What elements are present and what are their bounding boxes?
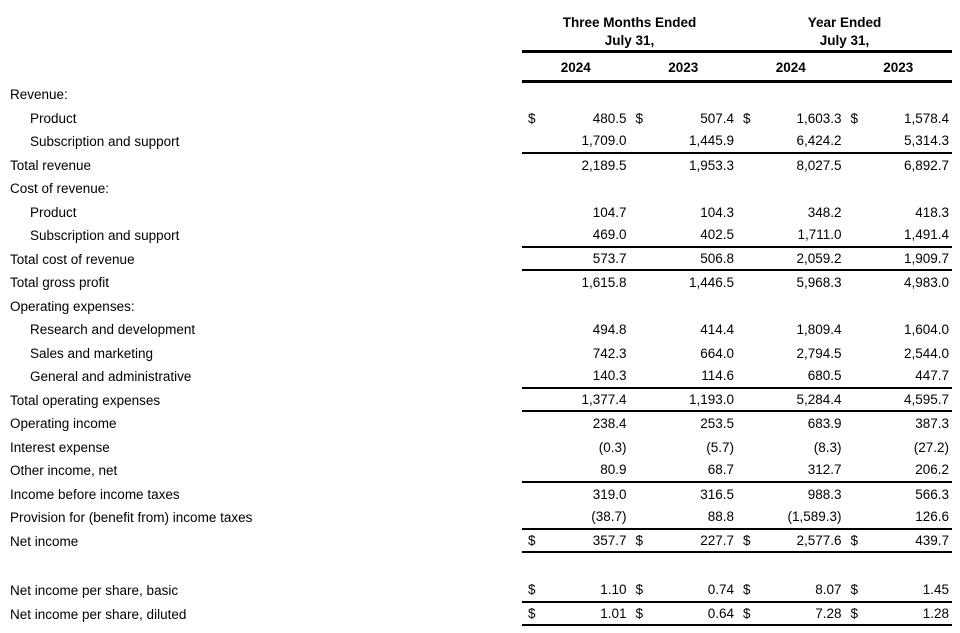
cell-value: 494.8: [592, 322, 627, 338]
table-row: [0, 506, 960, 530]
currency-symbol: $: [635, 582, 644, 598]
currency-symbol: $: [743, 582, 751, 598]
value-cell: [845, 533, 953, 548]
value-cell: [845, 322, 953, 337]
value-cell: [522, 322, 630, 337]
value-cell: [522, 392, 630, 407]
cell-value: 5,284.4: [796, 391, 842, 407]
value-cell: [737, 606, 845, 621]
row-values: [522, 579, 952, 603]
value-cell: [630, 487, 738, 502]
table-row: [0, 224, 960, 248]
row-label: Product: [30, 110, 77, 126]
row-label: Provision for (benefit from) income taxes: [10, 510, 253, 526]
cell-value: 1,909.7: [903, 250, 949, 266]
row-values: [522, 295, 952, 319]
value-cell: [737, 416, 845, 431]
value-cell: [845, 158, 953, 173]
table-row: [0, 389, 960, 413]
cell-value: 227.7: [700, 532, 734, 548]
header-columns-area: [522, 12, 952, 83]
value-cell: [845, 462, 953, 477]
value-cell: [737, 487, 845, 502]
table-row: [0, 579, 960, 603]
cell-value: (1,589.3): [787, 509, 842, 525]
table-row: [0, 483, 960, 507]
currency-symbol: $: [743, 110, 751, 126]
col-header-2023-y: 2023: [883, 60, 914, 75]
value-cell: [737, 509, 845, 524]
col-group-title-year: Year Ended: [807, 15, 882, 30]
row-label: Subscription and support: [30, 228, 180, 244]
cell-value: 114.6: [701, 368, 734, 384]
cell-value: 1,604.0: [903, 322, 949, 338]
table-row: [0, 365, 960, 389]
cell-value: 664.0: [700, 345, 734, 361]
row-values: [522, 248, 952, 272]
value-cell: [630, 509, 738, 524]
cell-value: 7.28: [815, 605, 842, 621]
cell-value: 8,027.5: [796, 157, 842, 173]
value-cell: [845, 275, 953, 290]
cell-value: 1.10: [600, 582, 627, 598]
row-values: [522, 201, 952, 225]
cell-value: 988.3: [807, 486, 842, 502]
cell-value: 126.6: [915, 509, 949, 525]
cell-value: 447.7: [915, 368, 949, 384]
row-values: [522, 603, 952, 627]
cell-value: 573.7: [592, 250, 627, 266]
cell-value: 6,424.2: [796, 133, 842, 149]
value-cell: [845, 346, 953, 361]
cell-value: 8.07: [815, 582, 842, 598]
cell-value: 6,892.7: [903, 157, 949, 173]
table-row: [0, 154, 960, 178]
row-label: Research and development: [30, 322, 196, 338]
value-cell: [522, 440, 630, 455]
currency-symbol: $: [743, 532, 751, 548]
section-heading-row: [0, 295, 960, 319]
row-label: Total revenue: [10, 157, 92, 173]
table-row: [0, 107, 960, 131]
cell-value: 506.8: [700, 250, 734, 266]
row-values: [522, 177, 952, 201]
row-label: Sales and marketing: [30, 345, 154, 361]
table-row: [0, 342, 960, 366]
value-cell: [845, 606, 953, 621]
currency-symbol: $: [528, 582, 536, 598]
value-cell: [630, 275, 738, 290]
currency-symbol: $: [528, 605, 536, 621]
table-row: [0, 459, 960, 483]
col-group-subtitle-three-months: July 31,: [604, 33, 655, 48]
cell-value: (5.7): [706, 439, 734, 455]
value-cell: [737, 322, 845, 337]
row-values: [522, 154, 952, 178]
cell-value: (27.2): [913, 439, 949, 455]
cell-value: 0.74: [707, 582, 734, 598]
row-label: Net income: [10, 533, 79, 549]
cell-value: 2,189.5: [581, 157, 627, 173]
cell-value: 2,577.6: [796, 532, 842, 548]
col-header-2024-y: 2024: [775, 60, 806, 75]
value-cell: [737, 158, 845, 173]
cell-value: (8.3): [813, 439, 842, 455]
table-row: [0, 436, 960, 460]
value-cell: [737, 462, 845, 477]
section-heading-row: [0, 177, 960, 201]
table-row: [0, 603, 960, 627]
row-values: [522, 130, 952, 154]
cell-value: 206.2: [915, 462, 949, 478]
value-cell: [737, 133, 845, 148]
section-heading-row: [0, 83, 960, 107]
cell-value: 439.7: [915, 532, 949, 548]
cell-value: 1,491.4: [903, 227, 949, 243]
row-label: Total cost of revenue: [10, 251, 135, 267]
table-body: [0, 83, 960, 626]
value-cell: [737, 205, 845, 220]
cell-value: 414.4: [700, 322, 734, 338]
column-year-headers: [522, 53, 952, 83]
value-cell: [845, 487, 953, 502]
value-cell: [845, 392, 953, 407]
cell-value: 80.9: [600, 462, 627, 478]
value-cell: [630, 440, 738, 455]
row-values: [522, 436, 952, 460]
currency-symbol: $: [635, 532, 644, 548]
cell-value: 238.4: [592, 416, 627, 432]
row-values: [522, 530, 952, 554]
value-cell: [845, 368, 953, 383]
value-cell: [522, 133, 630, 148]
cell-value: 1,446.5: [688, 275, 734, 291]
row-values: [522, 389, 952, 413]
value-cell: [522, 582, 630, 597]
cell-value: 480.5: [592, 110, 627, 126]
row-label: Total operating expenses: [10, 392, 161, 408]
table-row: [0, 130, 960, 154]
cell-value: 507.4: [700, 110, 734, 126]
cell-value: 4,595.7: [903, 391, 949, 407]
value-cell: [522, 533, 630, 548]
cell-value: 1,809.4: [796, 322, 842, 338]
cell-value: (38.7): [591, 509, 627, 525]
spacer-row: [0, 553, 960, 579]
currency-symbol: $: [528, 532, 536, 548]
cell-value: 387.3: [915, 416, 949, 432]
row-label: Other income, net: [10, 463, 118, 479]
value-cell: [522, 227, 630, 242]
cell-value: 1,709.0: [581, 133, 627, 149]
cell-value: 357.7: [592, 532, 627, 548]
cell-value: 4,983.0: [903, 275, 949, 291]
row-values: [522, 506, 952, 530]
value-cell: [845, 509, 953, 524]
cell-value: 1,445.9: [688, 133, 734, 149]
value-cell: [630, 346, 738, 361]
value-cell: [630, 533, 738, 548]
col-header-2024-q: 2024: [560, 60, 591, 75]
table-row: [0, 412, 960, 436]
value-cell: [522, 509, 630, 524]
value-cell: [845, 205, 953, 220]
currency-symbol: $: [850, 532, 859, 548]
value-cell: [630, 111, 738, 126]
value-cell: [737, 346, 845, 361]
currency-symbol: $: [850, 605, 859, 621]
value-cell: [630, 227, 738, 242]
table-row: [0, 248, 960, 272]
cell-value: 1.45: [922, 582, 949, 598]
cell-value: 2,794.5: [796, 345, 842, 361]
cell-value: 566.3: [915, 486, 949, 502]
cell-value: 1,615.8: [581, 275, 627, 291]
value-cell: [737, 368, 845, 383]
table-row: [0, 271, 960, 295]
value-cell: [630, 322, 738, 337]
value-cell: [522, 111, 630, 126]
column-group-subtitles: [522, 34, 952, 50]
currency-symbol: $: [850, 110, 859, 126]
value-cell: [630, 392, 738, 407]
value-cell: [522, 368, 630, 383]
row-label: Revenue:: [10, 87, 68, 103]
value-cell: [522, 346, 630, 361]
table-header: [0, 12, 960, 83]
cell-value: 2,544.0: [903, 345, 949, 361]
currency-symbol: $: [850, 582, 859, 598]
value-cell: [630, 133, 738, 148]
value-cell: [630, 606, 738, 621]
cell-value: 1,953.3: [688, 157, 734, 173]
value-cell: [522, 251, 630, 266]
value-cell: [845, 416, 953, 431]
row-label: Subscription and support: [30, 134, 180, 150]
cell-value: 316.5: [700, 486, 734, 502]
value-cell: [737, 227, 845, 242]
row-values: [522, 318, 952, 342]
column-group-titles: [522, 12, 952, 34]
currency-symbol: $: [635, 605, 644, 621]
value-cell: [737, 251, 845, 266]
row-values: [522, 83, 952, 107]
cell-value: 104.7: [592, 204, 627, 220]
cell-value: 319.0: [592, 486, 627, 502]
row-values: [522, 107, 952, 131]
row-label: Operating expenses:: [10, 298, 135, 314]
col-group-subtitle-year: July 31,: [819, 33, 870, 48]
value-cell: [522, 205, 630, 220]
row-values: [522, 342, 952, 366]
cell-value: 2,059.2: [796, 250, 842, 266]
table-row: [0, 201, 960, 225]
col-header-2023-q: 2023: [668, 60, 699, 75]
cell-value: 0.64: [707, 605, 734, 621]
cell-value: 418.3: [915, 204, 949, 220]
currency-symbol: $: [528, 110, 536, 126]
value-cell: [630, 462, 738, 477]
value-cell: [630, 416, 738, 431]
cell-value: 1.01: [600, 605, 627, 621]
col-group-title-three-months: Three Months Ended: [562, 15, 697, 30]
value-cell: [522, 487, 630, 502]
value-cell: [845, 133, 953, 148]
row-values: [522, 271, 952, 295]
value-cell: [522, 158, 630, 173]
value-cell: [737, 440, 845, 455]
value-cell: [737, 111, 845, 126]
row-values: [522, 365, 952, 389]
cell-value: 1,603.3: [796, 110, 842, 126]
cell-value: 88.8: [707, 509, 734, 525]
row-values: [522, 459, 952, 483]
cell-value: 1,578.4: [903, 110, 949, 126]
row-label: Interest expense: [10, 439, 110, 455]
value-cell: [845, 440, 953, 455]
value-cell: [630, 582, 738, 597]
row-label: Net income per share, basic: [10, 583, 179, 599]
value-cell: [522, 275, 630, 290]
value-cell: [737, 275, 845, 290]
value-cell: [522, 606, 630, 621]
row-values: [522, 224, 952, 248]
cell-value: 253.5: [700, 416, 734, 432]
value-cell: [630, 158, 738, 173]
cell-value: 1,377.4: [581, 391, 627, 407]
value-cell: [630, 205, 738, 220]
cell-value: 104.3: [700, 204, 734, 220]
value-cell: [630, 251, 738, 266]
cell-value: 683.9: [807, 416, 842, 432]
row-label: Total gross profit: [10, 275, 110, 291]
row-label: Product: [30, 204, 77, 220]
currency-symbol: $: [743, 605, 751, 621]
cell-value: 312.7: [807, 462, 842, 478]
value-cell: [630, 368, 738, 383]
currency-symbol: $: [635, 110, 644, 126]
value-cell: [845, 582, 953, 597]
cell-value: 1,193.0: [688, 391, 734, 407]
value-cell: [737, 392, 845, 407]
cell-value: 5,314.3: [903, 133, 949, 149]
cell-value: 1.28: [922, 605, 949, 621]
row-label: Operating income: [10, 416, 117, 432]
table-row: [0, 318, 960, 342]
row-label: Net income per share, diluted: [10, 606, 187, 622]
row-label: Income before income taxes: [10, 486, 180, 502]
cell-value: 469.0: [592, 227, 627, 243]
cell-value: 680.5: [807, 368, 842, 384]
cell-value: 5,968.3: [796, 275, 842, 291]
cell-value: 402.5: [700, 227, 734, 243]
value-cell: [522, 416, 630, 431]
value-cell: [737, 582, 845, 597]
row-values: [522, 483, 952, 507]
cell-value: 140.3: [592, 368, 627, 384]
cell-value: (0.3): [598, 439, 627, 455]
cell-value: 1,711.0: [797, 227, 842, 243]
cell-value: 348.2: [807, 204, 842, 220]
value-cell: [845, 227, 953, 242]
header-label-spacer: [0, 12, 522, 83]
cell-value: 68.7: [707, 462, 734, 478]
table-row: [0, 530, 960, 554]
row-label: Cost of revenue:: [10, 181, 110, 197]
row-values: [522, 412, 952, 436]
value-cell: [522, 462, 630, 477]
value-cell: [845, 251, 953, 266]
value-cell: [845, 111, 953, 126]
row-label: General and administrative: [30, 369, 192, 385]
cell-value: 742.3: [592, 345, 627, 361]
value-cell: [737, 533, 845, 548]
